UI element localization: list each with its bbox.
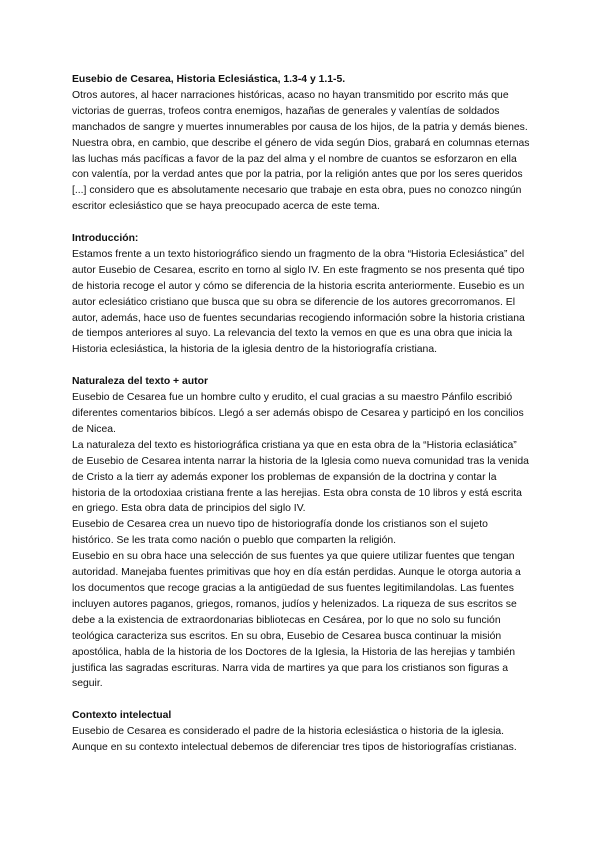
spacer bbox=[72, 215, 530, 231]
paragraph: Eusebio de Cesarea es considerado el padre de la historia eclesiástica o historia de la iglesia. Aunque en su contexto intelectual debemos de diferenciar tres tipos de historiografías cristianas. bbox=[72, 726, 517, 754]
paragraph: Eusebio de Cesarea crea un nuevo tipo de historiografía donde los cristianos son el sujeto histórico. Se les trata como nación o pueblo que comparten la religión. bbox=[72, 519, 488, 547]
section-title-naturaleza: Naturaleza del texto + autor bbox=[72, 376, 208, 388]
paragraph: Estamos frente a un texto historiográfico siendo un fragmento de la obra “Historia Eclesiástica” del autor Eusebio de Cesarea, escrito en torno al siglo IV. En este fragmento se nos presenta qué tipo de historia recoge el autor y cómo se diferencia de la historia escrita anteriormente. Eusebio es un autor eclesiático cristiano que busca que su obra se diferencie de los autores grecorromanos. El autor, además, hace uso de fuentes secundarias recogiendo información sobre la historia cristiana de tiempos anteriores al suyo. La relevancia del texto la vemos en que es una obra que inicia la Historia eclesiástica, la historia de la iglesia dentro de la historiografía cristiana. bbox=[72, 248, 525, 356]
quote-text: Otros autores, al hacer narraciones históricas, acaso no hayan transmitido por escrito más que victorias de guerras, trofeos contra enemigos, hazañas de generales y valentías de soldados manchados de sangre y muertes innumerables por causa de los hijos, de la patria y demás bienes. Nuestra obra, en cambio, que describe el género de vida según Dios, grabará en columnas eternas las luchas más pacíficas a favor de la paz del alma y el nombre de cuantos se esforzaron en ella con valentía, por la verdad antes que por la patria, por la religión antes que por los seres queridos [...] considero que es absolutamente necesario que trabaje en esta obra, pues no conozco ningún escritor eclesiástico que se haya preocupado acerca de este tema. bbox=[72, 89, 530, 213]
quote-title: Eusebio de Cesarea, Historia Eclesiástica, 1.3-4 y 1.1-5. bbox=[72, 74, 346, 85]
paragraph: Eusebio de Cesarea fue un hombre culto y erudito, el cual gracias a su maestro Pánfilo escribió diferentes comentarios bibícos. Llegó a ser además obispo de Cesarea y participó en los concilios de Nicea. bbox=[72, 392, 524, 435]
section-title-contexto: Contexto intelectual bbox=[72, 710, 172, 722]
section-title-introduccion: Introducción: bbox=[72, 233, 139, 245]
spacer bbox=[72, 358, 530, 374]
spacer bbox=[72, 692, 530, 708]
paragraph: La naturaleza del texto es historiográfica cristiana ya que en esta obra de la “Historia eclasiática” de Eusebio de Cesarea intenta narrar la historia de la Iglesia como nueva comunidad tras la venida de Cristo a la tierr ay además exponer los problemas de expansión de la doctrina y contar la historia de la ortodoxiaa cristiana frente a las herejias. Esta obra consta de 10 libros y está escrita en griego. Esta obra data de principios del siglo IV. bbox=[72, 439, 529, 515]
document-page bbox=[72, 72, 530, 756]
paragraph: Eusebio en su obra hace una selección de sus fuentes ya que quiere utilizar fuentes que tengan autoridad. Manejaba fuentes primitivas que hoy en día están perdidas. Aunque le otorga autoria a los documentos que recoge gracias a la antigüedad de sus fuentes legitimilandolas. Las fuentes incluyen autores paganos, griegos, romanos, judíos y helenizados. La riqueza de sus escritos se debe a la existencia de extraordonarias bibliotecas en Cesárea, por lo que no solo su función teológica caracteriza sus escritos. En su obra, Eusebio de Cesarea busca continuar la misión apostólica, habla de la historia de los Doctores de la Iglesia, la Historia de las herejias y también justifica las sagradas escrituras. Narra vida de martires ya que para los cristianos son figuras a seguir. bbox=[72, 551, 521, 690]
